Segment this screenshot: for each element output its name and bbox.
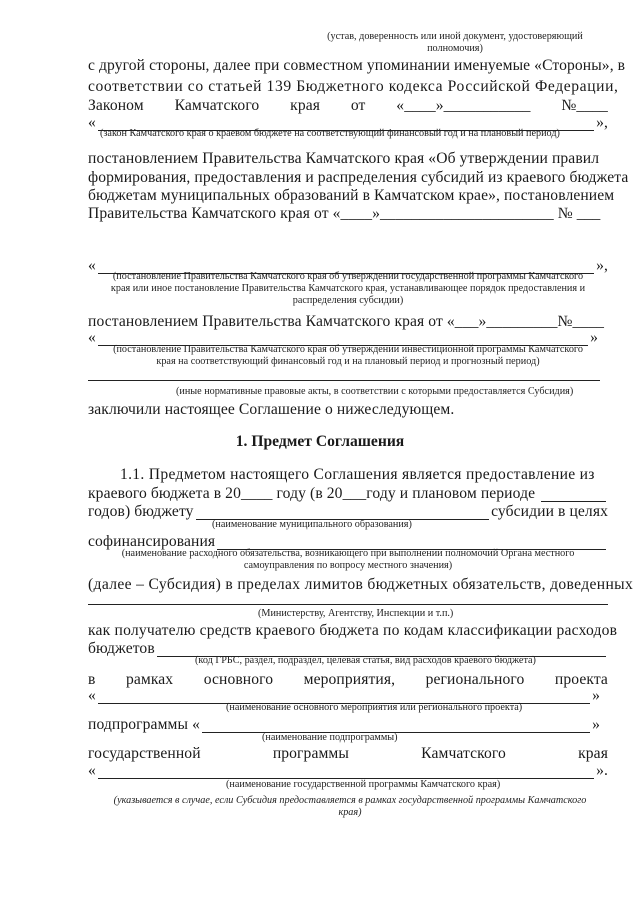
codes-field[interactable]: бюджетов — [88, 641, 608, 657]
gov-program-line: государственной программы Камчатского края — [88, 745, 608, 762]
para1-line1: постановлением Правительства Камчатского края «Об утверждении правил — [88, 150, 600, 167]
text-line-concluded: заключили настоящее Соглашение о нижеследующем. — [88, 401, 455, 418]
program-name-field[interactable]: « », — [88, 257, 608, 274]
gov-program-field[interactable]: « ». — [88, 762, 608, 779]
caption-invest: (постановление Правительства Камчатского края об утверждении инвестиционной программы Камчатского края на соответствующий финансовый год и на плановый период и прогнозный период) — [113, 344, 583, 367]
text-line-resolution: постановлением Правительства Камчатского края от «___»_________№____ — [88, 313, 605, 330]
p11-line2: краевого бюджета в 20____ году (в 20___году и плановом периоде — [88, 486, 608, 502]
caption-codes: (код ГРБС, раздел, подраздел, целевая статья, вид расходов краевого бюджета) — [195, 655, 536, 666]
para1-line3: бюджетам муниципальных образований в Камчатском крае», постановлением — [88, 187, 615, 204]
caption-expense: (наименование расходного обязательства, возникающего при выполнении полномочий Органа местного самоуправления по вопросу местного значения) — [121, 548, 575, 571]
p11-recipient: как получателю средств краевого бюджета по кодам классификации расходов — [88, 622, 618, 639]
caption-other: (иные нормативные правовые акты, в соответствии с которыми предоставляется Субсидия) — [176, 386, 574, 397]
para1-line4: Правительства Камчатского края от «____»______________________ № ___ — [88, 205, 601, 222]
text-line-parties: с другой стороны, далее при совместном упоминании именуемые «Стороны», в — [88, 57, 626, 74]
invest-name-field[interactable]: « » — [88, 329, 598, 346]
caption-municipal: (наименование муниципального образования) — [212, 519, 412, 530]
other-acts-field[interactable] — [88, 380, 600, 381]
note-gov-program: (указывается в случае, если Субсидия предоставляется в рамках государственной программы Камчатского края) — [113, 795, 587, 818]
frame-line: в рамках основного мероприятия, регионального проекта — [88, 671, 608, 688]
cofinancing-field[interactable]: софинансирования — [88, 534, 608, 550]
subprogram-field[interactable]: подпрограммы « » — [88, 716, 600, 733]
p11-limits: (далее – Субсидия) в пределах лимитов бюджетных обязательств, доведенных — [88, 576, 634, 593]
caption-gov: (наименование государственной программы Камчатского края) — [226, 779, 501, 790]
p11-line1: 1.1. Предметом настоящего Соглашения является предоставление из — [120, 466, 595, 483]
p11-line3: годов) бюджету субсидии в целях — [88, 503, 608, 520]
ministry-field[interactable] — [88, 604, 608, 605]
text-line-article: соответствии со статьей 139 Бюджетного кодекса Российской Федерации, — [88, 78, 619, 95]
section-title: 1. Предмет Соглашения — [235, 433, 405, 450]
top-caption: (устав, доверенность или иной документ, удостоверяющий полномочия) — [327, 31, 583, 54]
caption-program: (постановление Правительства Камчатского края об утверждении государственной программы Камчатского края или иное постановление Правительства Камчатского края, устанавливающее порядок предоставления и распределения субсидии) — [110, 271, 586, 306]
caption-subprogram: (наименование подпрограммы) — [262, 732, 398, 743]
para1-line2: формирования, предоставления и распределения субсидий из краевого бюджета — [88, 169, 629, 186]
law-name-field[interactable]: « », — [88, 114, 608, 131]
text-line-law: Законом Камчатского края от «____»___________ №____ — [88, 97, 608, 114]
caption-event: (наименование основного мероприятия или регионального проекта) — [226, 702, 523, 713]
caption-ministry: (Министерству, Агентству, Инспекции и т.п.) — [258, 608, 454, 619]
event-name-field[interactable]: « » — [88, 687, 600, 704]
caption-law: (закон Камчатского края о краевом бюджете на соответствующий финансовый год и на плановый период) — [100, 128, 560, 139]
